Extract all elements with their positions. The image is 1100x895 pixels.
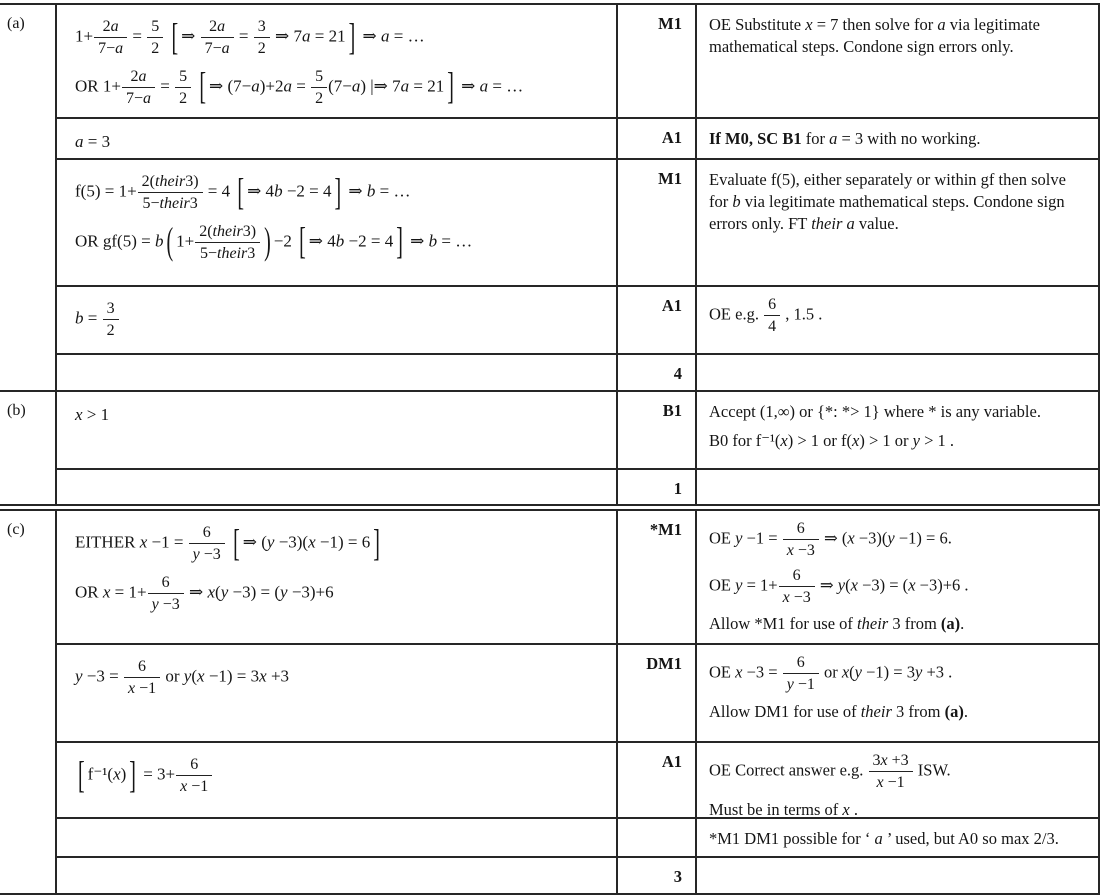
italic-variable: x <box>780 431 788 451</box>
part-label-b: (b) <box>7 402 26 419</box>
italic-variable: a <box>75 132 84 151</box>
scheme-row <box>57 392 1098 468</box>
fraction-numerator: 2a <box>201 18 234 38</box>
answer-line: OR 1+ $\frac{2a}{7-a}$ = $\frac{5}{2}$ [ ⇒ (7−a)+2a = $\frac{5}{2}$ (7−a) |⇒ 7a = 21 ] ⇒ a = … <box>75 66 524 109</box>
italic-variable: x <box>786 542 794 560</box>
fraction-denominator: 7−a <box>204 40 230 58</box>
italic-variable: x <box>207 582 216 602</box>
italic-variable: their <box>155 173 186 190</box>
italic-variable: their <box>811 214 843 234</box>
italic-variable: b <box>274 181 283 201</box>
italic-variable: a <box>937 15 946 34</box>
answer-cell <box>57 392 618 468</box>
italic-variable: a <box>110 18 119 35</box>
guidance-line: OE x −3 = $\frac{6}{y -1}$ or x(y −1) = 3y +3 . <box>709 654 953 694</box>
italic-variable: a <box>381 26 390 46</box>
mark-cell: M1 <box>618 160 697 285</box>
guidance-line: OE e.g. $\frac{6}{4}$ , 1.5 . <box>709 296 823 336</box>
answer-cell <box>57 470 618 504</box>
italic-variable: x <box>850 575 858 595</box>
guidance-line: If M0, SC B1 for a = 3 with no working. <box>709 129 981 148</box>
part-rows <box>57 5 1098 390</box>
italic-variable: a <box>479 76 489 96</box>
mark-cell: B1 <box>618 392 697 468</box>
scheme-row <box>57 817 1098 856</box>
italic-variable: y <box>151 595 159 613</box>
italic-variable: a <box>115 40 124 58</box>
answer-line: EITHER x −1 = $\frac{6}{y -3}$ [ ⇒ (y −3)(x −1) = 6 ] <box>75 522 380 565</box>
fraction <box>868 752 914 792</box>
guidance-cell <box>697 858 1098 893</box>
answer-cell <box>57 160 618 285</box>
bold-text: (a) <box>944 701 964 721</box>
italic-variable: x <box>735 662 743 682</box>
fraction <box>146 18 164 58</box>
italic-variable: y <box>786 676 794 694</box>
table-block-2 <box>0 509 1100 895</box>
italic-variable: x <box>842 799 850 817</box>
guidance-line: Allow DM1 for use of their 3 from (a). <box>709 701 968 721</box>
fraction <box>194 223 261 263</box>
tall-delimiter: [ <box>233 522 240 565</box>
part-label-cell <box>0 392 57 504</box>
italic-variable: b <box>75 308 84 328</box>
fraction-denominator: x −1 <box>876 774 905 792</box>
italic-variable: y <box>280 582 288 602</box>
total-marks-cell: 4 <box>618 355 697 390</box>
answer-line: b = $\frac{3}{2}$ <box>75 300 608 340</box>
fraction <box>121 68 156 108</box>
answer-cell <box>57 355 618 390</box>
table-block-1 <box>0 3 1100 506</box>
tall-delimiter: [ <box>199 66 206 109</box>
tall-delimiter: ( <box>166 221 174 264</box>
italic-variable: a <box>874 829 883 848</box>
fraction-numerator: 6 <box>176 756 212 776</box>
italic-variable: x <box>876 774 884 792</box>
total-row <box>57 353 1098 390</box>
answer-line: 1+ $\frac{2a}{7-a}$ = $\frac{5}{2}$ [ ⇒ $\frac{2a}{7-a}$ = $\frac{3}{2}$ ⇒ 7a = 21 ] ⇒ a = … <box>75 16 425 59</box>
fraction <box>175 756 213 796</box>
mark-scheme-page <box>0 3 1100 895</box>
italic-variable: a <box>138 67 147 85</box>
guidance-line: Allow *M1 for use of their 3 from (a). <box>709 614 965 634</box>
italic-variable: x <box>127 680 136 698</box>
answer-line: OR x = 1+ $\frac{6}{y -3}$ ⇒ x(y −3) = (y −3)+6 <box>75 573 334 613</box>
italic-variable: y <box>837 575 846 595</box>
tall-delimiter: ] <box>334 171 342 214</box>
fraction-numerator: 6 <box>189 524 225 544</box>
tall-delimiter: ) <box>264 221 271 264</box>
fraction-denominator: x −1 <box>127 680 157 698</box>
fraction-numerator: 6 <box>148 574 184 594</box>
answer-line: x > 1 <box>75 405 110 424</box>
fraction <box>782 520 820 560</box>
fraction-denominator: 7−a <box>125 89 151 107</box>
scheme-row <box>57 741 1098 817</box>
fraction-denominator: y −3 <box>192 546 221 564</box>
fraction <box>174 68 192 108</box>
italic-variable: x <box>259 666 267 686</box>
italic-variable: a <box>400 76 410 96</box>
guidance-cell <box>697 5 1098 117</box>
fraction-numerator: 3 <box>254 18 270 38</box>
italic-variable: a <box>142 89 151 107</box>
italic-variable: a <box>251 76 260 96</box>
answer-cell <box>57 511 618 643</box>
answer-line: f(5) = 1+ $\frac{\text{2(their3)}}{\text{5−their3}}$ = 4 [ ⇒ 4b −2 = 4 ] ⇒ b = … <box>75 171 411 214</box>
italic-variable: b <box>428 231 438 251</box>
italic-variable: x <box>180 778 188 796</box>
italic-variable: x <box>197 666 205 686</box>
italic-variable: y <box>220 582 229 602</box>
fraction-numerator: 6 <box>783 654 819 674</box>
part-section-a <box>0 5 1098 390</box>
italic-variable: x <box>139 532 148 552</box>
italic-variable: b <box>335 231 345 251</box>
fraction-numerator: 5 <box>147 18 163 38</box>
tall-delimiter: ] <box>373 522 380 565</box>
answer-cell <box>57 5 618 117</box>
mark-cell: A1 <box>618 119 697 158</box>
guidance-cell <box>697 119 1098 158</box>
italic-variable: y <box>192 546 200 564</box>
fraction <box>188 524 226 564</box>
italic-variable: y <box>735 575 743 595</box>
italic-variable: x <box>75 405 83 424</box>
part-rows <box>57 511 1098 893</box>
total-row <box>57 468 1098 504</box>
fraction <box>782 654 820 694</box>
fraction <box>310 68 328 108</box>
part-label-c: (c) <box>7 521 25 538</box>
fraction <box>123 658 161 698</box>
fraction-denominator: y −3 <box>151 595 180 613</box>
italic-variable: a <box>351 76 361 96</box>
guidance-line: Accept (1,∞) or {*: *> 1} where * is any variable. <box>709 402 1041 421</box>
italic-variable: x <box>880 752 888 769</box>
fraction-denominator: 2 <box>179 89 188 107</box>
fraction-numerator: 5 <box>311 68 327 88</box>
mark-cell: A1 <box>618 743 697 817</box>
italic-variable: y <box>75 666 83 686</box>
fraction-denominator: 5−their3 <box>142 195 198 213</box>
italic-variable: b <box>732 192 741 212</box>
guidance-line: OE Correct answer e.g. $\frac{3x +3}{x -1}$ ISW. <box>709 752 951 792</box>
italic-variable: x <box>805 15 813 34</box>
total-row <box>57 856 1098 893</box>
fraction-numerator: 6 <box>764 296 780 316</box>
guidance-line: OE y −1 = $\frac{6}{x -3}$ ⇒ (x −3)(y −1) = 6. <box>709 520 952 560</box>
scheme-row <box>57 5 1098 117</box>
fraction <box>778 567 816 607</box>
italic-variable: y <box>183 666 192 686</box>
tall-delimiter: ] <box>129 754 136 797</box>
tall-delimiter: ] <box>348 16 356 59</box>
fraction-numerator: 2(their3) <box>195 223 260 243</box>
fraction-numerator: 6 <box>779 567 815 587</box>
mark-cell: M1 <box>618 5 697 117</box>
answer-cell <box>57 743 618 817</box>
answer-line: y −3 = $\frac{6}{x -1}$ or y(x −1) = 3x +3 <box>75 658 290 698</box>
answer-cell <box>57 858 618 893</box>
tall-delimiter: [ <box>171 16 179 59</box>
italic-variable: their <box>860 701 892 721</box>
fraction-numerator: 3 <box>103 300 119 320</box>
guidance-line: *M1 DM1 possible for ‘ a ’ used, but A0 so max 2/3. <box>709 829 1059 848</box>
guidance-line: OE y = 1+ $\frac{6}{x -3}$ ⇒ y(x −3) = (x −3)+6 . <box>709 566 969 606</box>
fraction <box>200 18 235 58</box>
italic-variable: a <box>283 76 292 96</box>
italic-variable: y <box>266 532 275 552</box>
fraction-numerator: 2a <box>94 18 127 38</box>
fraction <box>147 574 185 614</box>
tall-delimiter: [ <box>237 171 245 214</box>
fraction <box>137 173 204 213</box>
fraction-denominator: 4 <box>768 318 777 336</box>
italic-variable: x <box>102 582 111 602</box>
fraction-denominator: 7−a <box>98 40 124 58</box>
fraction-numerator: 3x +3 <box>869 752 913 772</box>
answer-line: [ f⁻¹(x) ] = 3+ $\frac{6}{x -1}$ <box>75 756 608 796</box>
tall-delimiter: [ <box>78 754 85 797</box>
italic-variable: their <box>857 614 889 634</box>
italic-variable: x <box>308 532 316 552</box>
italic-variable: x <box>908 575 916 595</box>
part-section-b <box>0 390 1098 504</box>
fraction-numerator: 5 <box>175 68 191 88</box>
italic-variable: their <box>159 195 190 213</box>
fraction-denominator: x −3 <box>782 588 811 606</box>
italic-variable: x <box>782 588 790 606</box>
tall-delimiter: ] <box>447 66 454 109</box>
guidance-line: OE Substitute x = 7 then solve for a via legitimate mathematical steps. Condone sign errors only. <box>709 15 1041 57</box>
fraction-denominator: x −3 <box>786 542 815 560</box>
guidance-cell <box>697 160 1098 285</box>
guidance-line: Must be in terms of x . <box>709 799 858 817</box>
guidance-cell <box>697 743 1098 817</box>
scheme-row <box>57 158 1098 285</box>
italic-variable: y <box>887 528 895 548</box>
guidance-cell <box>697 819 1098 856</box>
italic-variable: their <box>212 222 243 240</box>
italic-variable: x <box>852 431 860 451</box>
scheme-row <box>57 285 1098 353</box>
answer-cell <box>57 645 618 741</box>
fraction <box>253 18 271 58</box>
fraction-denominator: x −1 <box>180 778 209 796</box>
part-section-c <box>0 511 1098 893</box>
scheme-row <box>57 117 1098 158</box>
answer-cell <box>57 287 618 353</box>
italic-variable: y <box>854 662 862 682</box>
italic-variable: a <box>217 18 226 35</box>
italic-variable: x <box>113 764 121 784</box>
guidance-cell <box>697 392 1098 468</box>
guidance-cell <box>697 287 1098 353</box>
answer-line: a = 3 <box>75 132 111 151</box>
fraction-numerator: 2(their3) <box>138 173 203 193</box>
answer-cell <box>57 119 618 158</box>
answer-line: OR gf(5) = b ( 1+ $\frac{\text{2(their3)}}{\text{5−their3}}$ ) −2 [ ⇒ 4b −2 = 4 ] ⇒ b = … <box>75 221 473 264</box>
total-marks-cell: 1 <box>618 470 697 504</box>
scheme-row <box>57 511 1098 643</box>
italic-variable: a <box>221 40 230 58</box>
italic-variable: b <box>154 231 164 251</box>
fraction-denominator: 2 <box>106 322 115 340</box>
italic-variable: a <box>302 26 311 46</box>
fraction-numerator: 6 <box>124 658 160 678</box>
total-marks-cell: 3 <box>618 858 697 893</box>
fraction <box>93 18 128 58</box>
italic-variable: x <box>847 528 855 548</box>
tall-delimiter: ] <box>396 221 403 264</box>
italic-variable: a <box>846 214 855 234</box>
fraction-denominator: y −1 <box>786 676 815 694</box>
mark-cell: A1 <box>618 287 697 353</box>
italic-variable: y <box>912 431 920 451</box>
guidance-cell <box>697 645 1098 741</box>
mark-cell: DM1 <box>618 645 697 741</box>
italic-variable: b <box>366 181 376 201</box>
fraction-denominator: 2 <box>257 40 266 58</box>
guidance-cell <box>697 511 1098 643</box>
guidance-cell <box>697 355 1098 390</box>
italic-variable: their <box>217 244 248 262</box>
italic-variable: x <box>841 662 850 682</box>
bold-text: (a) <box>940 614 961 634</box>
tall-delimiter: [ <box>299 221 306 264</box>
mark-cell <box>618 819 697 856</box>
fraction-numerator: 2a <box>122 68 155 88</box>
guidance-line: Evaluate f(5), either separately or within gf then solve for b via legitimate mathematical steps. Condone sign errors only. FT their a value. <box>709 170 1066 234</box>
fraction-denominator: 2 <box>315 89 324 107</box>
fraction-denominator: 5−their3 <box>200 244 256 262</box>
fraction <box>102 300 120 340</box>
fraction-numerator: 6 <box>783 520 819 540</box>
guidance-cell <box>697 470 1098 504</box>
italic-variable: y <box>914 662 923 682</box>
fraction-denominator: 2 <box>151 40 160 58</box>
answer-cell <box>57 819 618 856</box>
italic-variable: y <box>735 528 743 548</box>
bold-text: If M0, SC B1 <box>709 129 802 148</box>
part-label-cell <box>0 511 57 893</box>
scheme-row <box>57 643 1098 741</box>
fraction <box>763 296 781 336</box>
mark-cell: *M1 <box>618 511 697 643</box>
guidance-line: B0 for f⁻¹(x) > 1 or f(x) > 1 or y > 1 . <box>709 431 955 451</box>
part-rows <box>57 392 1098 504</box>
part-label-a: (a) <box>7 15 25 32</box>
part-label-cell <box>0 5 57 390</box>
italic-variable: a <box>829 129 838 148</box>
